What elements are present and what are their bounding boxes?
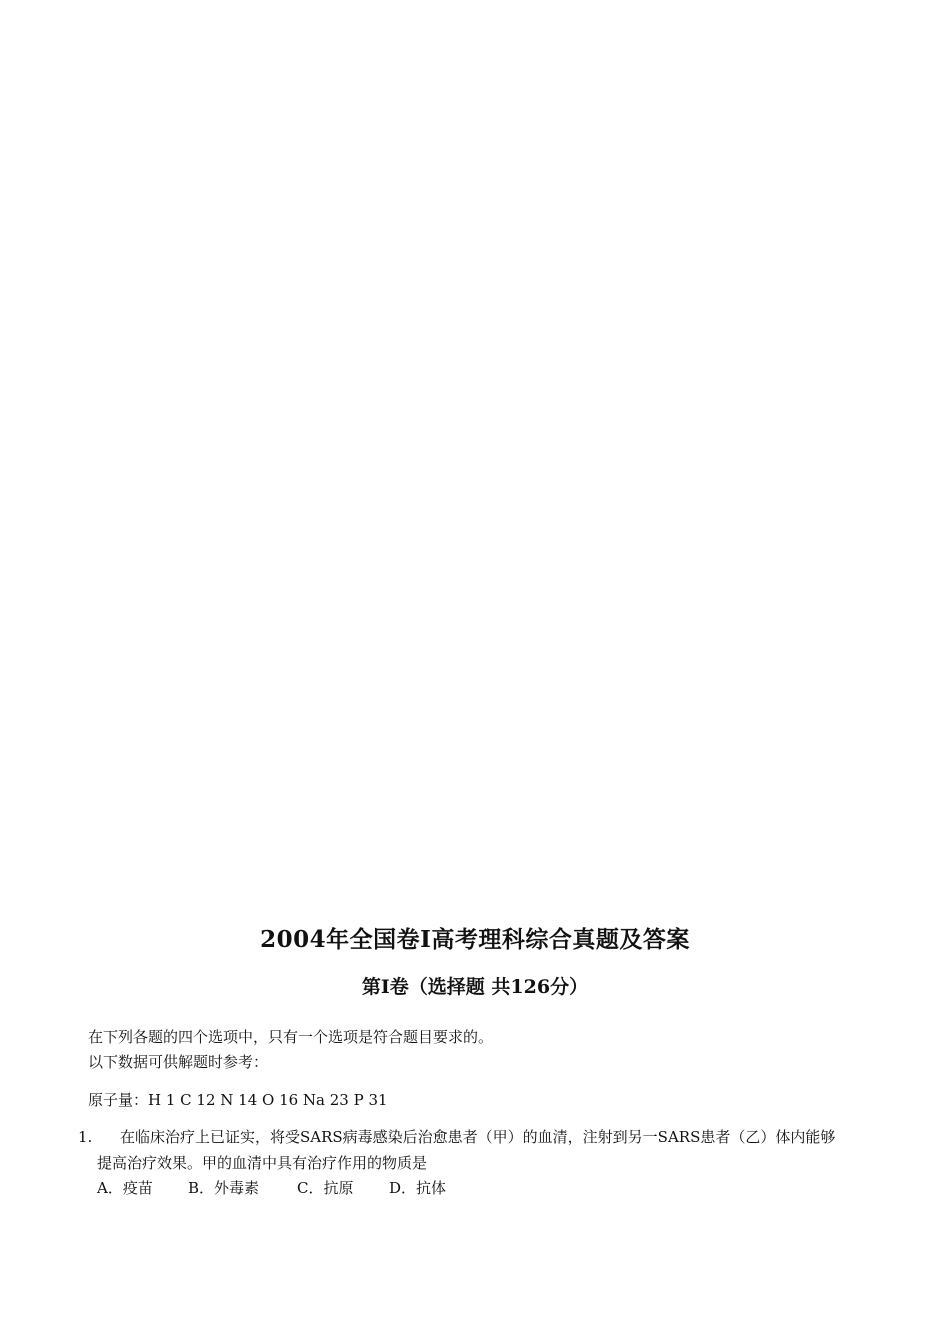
option-d: D．抗体 bbox=[389, 1179, 447, 1197]
option-b: B．外毒素 bbox=[188, 1179, 260, 1197]
option-c: C．抗原 bbox=[297, 1179, 354, 1197]
page-title: 2004年全国卷Ⅰ高考理科综合真题及答案 bbox=[260, 926, 690, 953]
question-options bbox=[97, 1177, 469, 1199]
question-number: 1. bbox=[78, 1128, 93, 1146]
instruction-text: 以下数据可供解题时参考： bbox=[88, 1053, 269, 1071]
question-text: 提高治疗效果。甲的血清中具有治疗作用的物质是 bbox=[97, 1154, 428, 1172]
instruction-text: 在下列各题的四个选项中，只有一个选项是符合题目要求的。 bbox=[88, 1028, 494, 1046]
question-text: 在临床治疗上已证实，将受SARS病毒感染后治愈患者（甲）的血清，注射到另一SARS患者（乙）体内能够 bbox=[120, 1128, 836, 1146]
section-title: 第Ⅰ卷（选择题 共126分） bbox=[361, 976, 589, 998]
option-a: A．疫苗 bbox=[97, 1179, 153, 1197]
atomic-masses: 原子量：H 1 C 12 N 14 O 16 Na 23 P 31 bbox=[88, 1091, 388, 1109]
